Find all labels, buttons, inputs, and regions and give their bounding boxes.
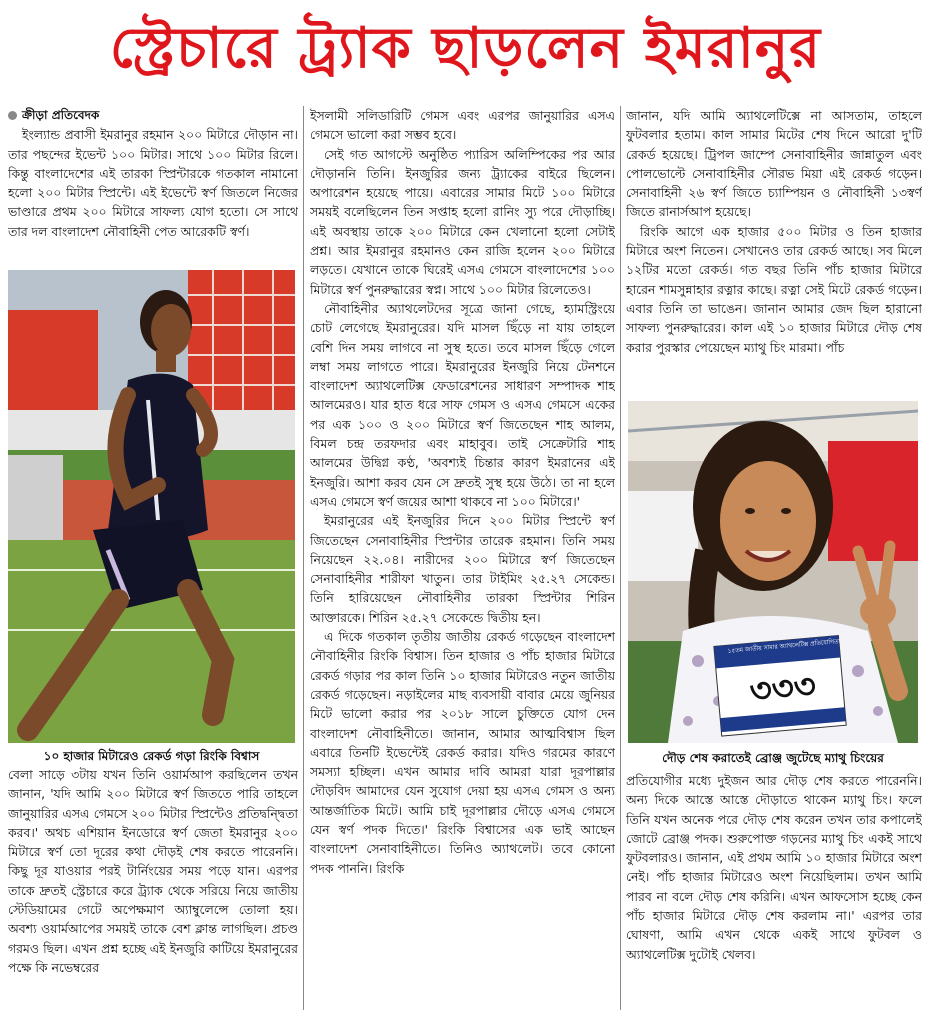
photo-mathu-ching xyxy=(628,401,918,743)
column-divider xyxy=(303,106,304,1010)
photo-rinky-biswas xyxy=(8,270,295,743)
runner-illustration xyxy=(8,270,295,743)
byline xyxy=(8,106,298,125)
bib-header: ১৫তম জাতীয় সামার অ্যাথলেটিক্স প্রতিযোগিতা xyxy=(727,638,841,655)
column-divider xyxy=(620,106,621,1010)
paragraph: রিংকি আগে এক হাজার ৫০০ মিটার ও তিন হাজার মিটারে অংশ নিতেন। সেখানেও তার রেকর্ড আছে। সব মিলে ১২টির মতো রেকর্ড। গত বছর তিনি পাঁচ হাজার মিটারে হারেন শামসুন্নাহার রত্নার কাছে। রত্না সেই মিটে রেকর্ড গড়েন। এবার তিনি তা ভাঙেন। জানান আমার জেদ ছিল হারানো সাফল্য পুনরুদ্ধারের। কাল এই ১০ হাজার মিটারে দৌড় শেষ করার পুরস্কার পেয়েছেন ম্যাথু চিং মারমা। পাঁচ xyxy=(626,223,922,355)
paragraph: ইসলামী সলিডারিটি গেমস এবং এরপর জানুয়ারির এসএ গেমসে ভালো করা সম্ভব হবে। xyxy=(310,108,615,143)
paragraph: নৌবাহিনীর অ্যাথলেটদের সূত্রে জানা গেছে, হ্যামস্ট্রিংয়ে চোট লেগেছে ইমরানুরের। যদি মাসল ছিঁড়ে না যায় তাহলে বেশি দিন সময় লাগবে না সুস্থ হতে। তবে মাসল ছিঁড়ে গেলে লম্বা সময় লাগতে পারে। ইমরানুরের ইনজুরি নিয়ে টেনশনে বাংলাদেশ অ্যাথলেটিক্স ফেডারেশনের সাধারণ সম্পাদক শাহ আলমেরও। যার হাত ধরে সাফ গেমস ও এসএ গেমসে একের পর এক ১০০ ও ২০০ মিটারে স্বর্ণ জিতেছেন শাহ আলম, বিমল চন্দ্র তরফদার এবং মাহাবুব। তাই সেক্রেটারি শাহ আলমের উদ্বিগ্ন কণ্ঠ, 'অবশ্যই চিন্তার কারণ ইমরানের এই ইনজুরি। আশা করব যেন সে দ্রুতই সুস্থ হয়ে উঠে। তা না হলে এসএ গেমসে স্বর্ণ জয়ের আশা থাকবে না ১০০ মিটারে।' xyxy=(310,300,615,509)
column-1-bottom xyxy=(8,765,298,1010)
column-1-top xyxy=(8,106,298,270)
column-2 xyxy=(310,106,615,1010)
paragraph: প্রতিযোগীর মধ্যে দুইজন আর দৌড় শেষ করতে পারেননি। অন্য দিকে আস্তে আস্তে দৌড়াতে থাকেন ম্যাথু চিং। ফলে তিনি যখন অনেক পরে দৌড় শেষ করেন তখন তার কপালেই জোটে ব্রোঞ্জ পদক। শুরুপোক্ত গড়নের ম্যাথু চিং একই সাথে ফুটবলারও। জানান, এই প্রথম আমি ১০ হাজার মিটারে অংশ নেই। পাঁচ হাজার মিটারেও অংশ নিয়েছিলাম। তখন আমি পারব না বলে দৌড় শেষ করিনি। এখন আফসোস হচ্ছে কেন পাঁচ হাজার মিটারে দৌড় শেষ করলাম না।' এরপর তার ঘোষণা, আমি এখন থেকে একই সাথে ফুটবল ও অ্যাথলেটিক্স দুটোই খেলব। xyxy=(626,773,922,962)
paragraph: জানান, যদি আমি অ্যাথলেটিক্সে না আসতাম, তাহলে ফুটবলার হতাম। কাল সামার মিটের শেষ দিনে আরো দু'টি রেকর্ড হয়েছে। ট্রিপল জাম্পে সেনাবাহিনীর জান্নাতুল এবং পোলভোল্টে সেনাবাহিনীর সৌরভ মিয়া এই রেকর্ড গড়েন। সেনাবাহিনী ২৬ স্বর্ণ জিতে চ্যাম্পিয়ন ও নৌবাহিনী ১৩স্বর্ণ জিতে রানার্সআপ হয়েছে। xyxy=(626,108,922,220)
byline-text: ক্রীড়া প্রতিবেদক xyxy=(22,108,100,122)
photo-caption: ১০ হাজার মিটারেও রেকর্ড গড়া রিংকি বিশ্বাস xyxy=(43,749,260,763)
paragraph: ইংল্যান্ড প্রবাসী ইমরানুর রহমান ২০০ মিটারে দৌড়ান না। তার পছন্দের ইভেন্ট ১০০ মিটার। সাথে ১০০ মিটার রিলে। কিন্তু বাংলাদেশের এই তারকা স্প্রিন্টারকে গতকাল নামানো হলো ২০০ মিটার স্প্রিন্টে। এই ইভেন্টে স্বর্ণ জিতলে নিজের ভাণ্ডারে প্রথম ২০০ মিটারে সাফল্য যোগ হতো। সে সাথে তার দল বাংলাদেশ নৌবাহিনী পেত আরেকটি স্বর্ণ। xyxy=(8,127,298,239)
paragraph: বেলা সাড়ে ৩টায় যখন তিনি ওয়ার্মআপ করছিলেন তখন জানান, 'যদি আমি ২০০ মিটারে স্বর্ণ জিততে পারি তাহলে জানুয়ারির এসএ গেমসে ২০০ মিটার স্প্রিন্টেও প্রতিদ্বন্দ্বিতা করব।' অথচ এশিয়ান ইনডোরে স্বর্ণ জেতা ইমরানুর ২০০ মিটারে স্বর্ণ তো দূরের কথা দৌড়ই শেষ করতে পারেননি। কিছু দূর যাওয়ার পরই টার্নিংয়ের সময় পড়ে যান। এরপর তাকে দ্রুতই স্ট্রেচারে করে ট্র্যাক থেকে সরিয়ে নিয়ে জাতীয় স্টেডিয়ামের গেটে অপেক্ষমাণ অ্যাম্বুলেন্সে তোলা হয়। অবশ্য ওয়ার্মআপের সময়ই তাকে বেশ ক্লান্ত লাগছিল। প্রচণ্ড গরমও ছিল। এখন প্রশ্ন হচ্ছে এই ইনজুরি কাটিয়ে ইমরানুরের পক্ষে কি নভেম্বরের xyxy=(8,767,298,975)
paragraph: ইমরানুরের এই ইনজুরির দিনে ২০০ মিটার স্প্রিন্টে স্বর্ণ জিতেছেন সেনাবাহিনীর স্প্রিন্টার তারেক রহমান। তিনি সময় নিয়েছেন ২২.০৪। নারীদের ২০০ মিটারে স্বর্ণ জিতেছেন সেনাবাহিনীর শারীফা খাতুন। তার টাইমিং ২৫.২৭ সেকেন্ড। তিনি হারিয়েছেন নৌবাহিনীর তারকা স্প্রিন্টার শিরিন আক্তারকে। শিরিন ২৫.২৭ সেকেন্ডে দ্বিতীয় হন। xyxy=(310,513,615,625)
photo-caption: দৌড় শেষ করাতেই ব্রোঞ্জ জুটেছে ম্যাথু চিংয়ের xyxy=(662,751,884,765)
bullet-icon xyxy=(8,111,17,120)
headline: স্ট্রেচারে ট্র্যাক ছাড়লেন ইমরানুর xyxy=(109,15,822,81)
paragraph: এ দিকে গতকাল তৃতীয় জাতীয় রেকর্ড গড়েছেন বাংলাদেশ নৌবাহিনীর রিংকি বিশ্বাস। তিন হাজার ও পাঁচ হাজার মিটারে রেকর্ড গড়ার পর কাল তিনি ১০ হাজার মিটারেও নতুন জাতীয় রেকর্ড গড়েছেন। নড়াইলের মাছ ব্যবসায়ী বাবার মেয়ে জুনিয়র মিটে ভালো করার পর ২০১৮ সালে চুক্তিতে যোগ দেন বাংলাদেশ নৌবাহিনীতে। জানান, আমার আত্মবিশ্বাস ছিল এবারে তিনটি ইভেন্টেই রেকর্ড করার। যদিও গরমের কারণে সমস্যা হচ্ছিল। এখন আমার দাবি আমরা যারা দূরপাল্লার দৌড়বিদ আমাদের যেন সুযোগ দেয়া হয় এসএ গেমস ও অন্য আন্তর্জাতিক মিটে। আমি চাই দূরপাল্লার দৌড়ে এসএ গেমসে যেন স্বর্ণ পদক দিতে।' রিংকি বিশ্বাসের এক ভাই আছেন বাংলাদেশ সেনাবাহিনীতে। তিনিও অ্যাথলেট। তবে কোনো পদক পাননি। রিংকি xyxy=(310,629,615,876)
bib-number: ৩৩৩ xyxy=(747,666,818,712)
column-3-top xyxy=(626,106,922,396)
column-3-bottom xyxy=(626,771,922,1010)
paragraph: সেই গত আগস্টে অনুষ্ঠিত প্যারিস অলিম্পিকের পর আর দৌড়াননি তিনি। ইনজুরির জন্য ট্র্যাকের বাইরে ছিলেন। অপারেশন হয়েছে পায়ে। এবারের সামার মিটে ১০০ মিটারে সময়ই বলেছিলেন তিন সপ্তাহ হলো রানিং স্যু পরে দৌড়াচ্ছি। এই অবস্থায় তাকে ২০০ মিটারে কেন খেলানো হলো সেটাই প্রশ্ন। আর ইমরানুর রহমানও কেন রাজি হলেন ২০০ মিটারে লড়তে। যেখানে তাকে ঘিরেই এসএ গেমসে বাংলাদেশের ১০০ মিটারে স্বর্ণ পুনরুদ্ধারের স্বপ্ন। সাথে ১০০ মিটার রিলেতেও। xyxy=(310,146,615,297)
